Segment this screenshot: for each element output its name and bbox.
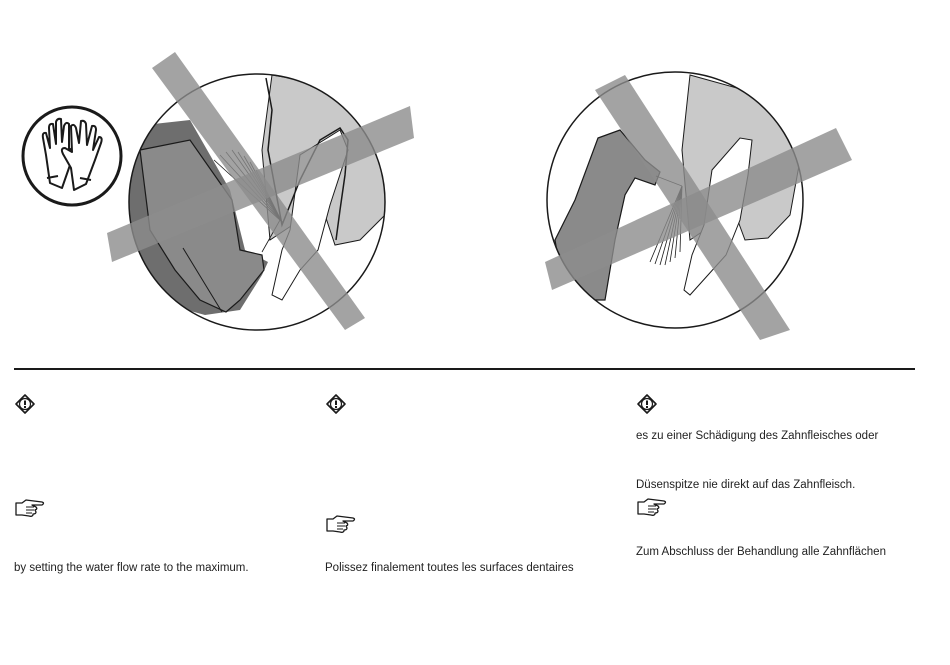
gloves-icon <box>23 107 121 205</box>
pointing-hand-icon <box>14 498 46 518</box>
warning-icon <box>636 393 658 415</box>
warning-icon <box>14 393 36 415</box>
de-line-2: Düsenspitze nie direkt auf das Zahnfleisch. <box>636 479 856 491</box>
pointing-hand-icon <box>636 497 668 517</box>
warning-icon <box>325 393 347 415</box>
right-prohibited-illustration <box>545 72 852 340</box>
de-last-line: Zum Abschluss der Behandlung alle Zahnflächen <box>636 546 886 558</box>
left-prohibited-illustration <box>100 52 414 330</box>
pointing-hand-icon <box>325 514 357 534</box>
en-last-line: by setting the water flow rate to the maximum. <box>14 562 249 574</box>
de-line-1: es zu einer Schädigung des Zahnfleisches oder <box>636 430 879 442</box>
horizontal-rule <box>14 368 915 370</box>
fr-last-line: Polissez finalement toutes les surfaces dentaires <box>325 562 574 574</box>
